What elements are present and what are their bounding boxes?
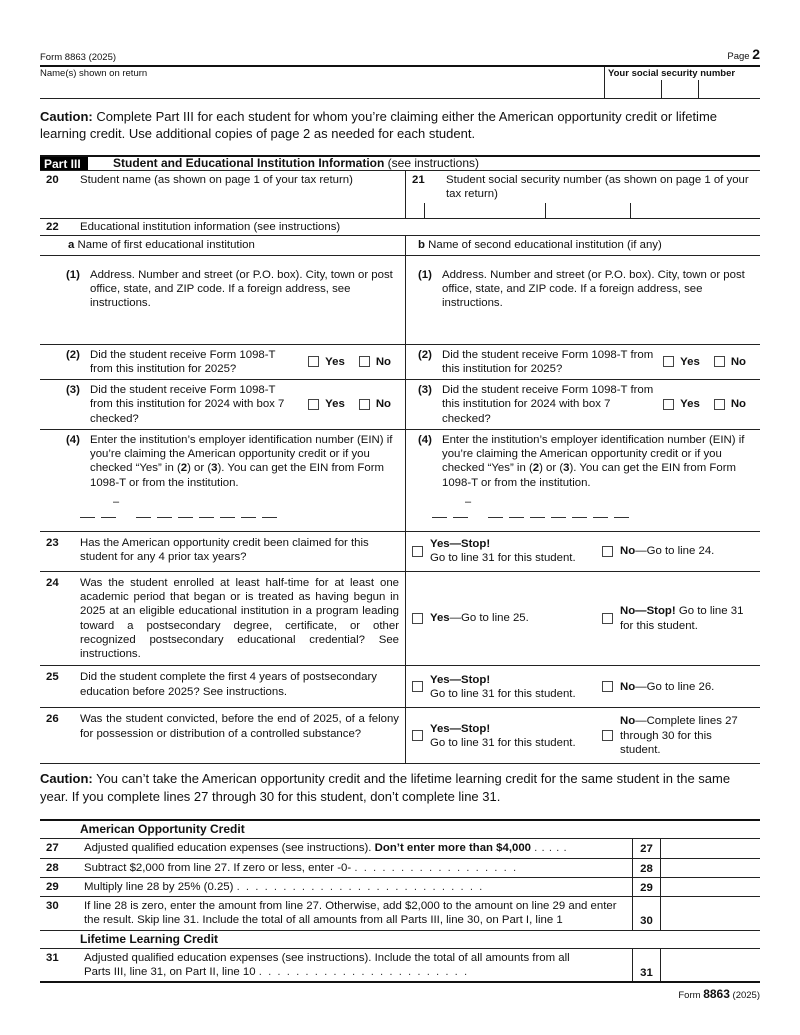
line-26-text: Was the student convicted, before the end of 2025, of a felony for possession or distribution of a controlled substance? (80, 713, 399, 740)
name-label: Name(s) shown on return (40, 67, 148, 79)
name-field[interactable] (40, 67, 604, 98)
footer-form-word: Form (678, 990, 701, 1002)
caution-2-label: Caution: (40, 771, 93, 787)
line-23-num: 23 (46, 536, 59, 549)
q1-text: Address. Number and street (or P.O. box). City, town or post office, state, and ZIP code. If a foreign address, see instructions. (90, 268, 393, 310)
line-27-text: Adjusted qualified education expenses (see instructions). Don’t enter more than $4,000 . . . . . (84, 842, 568, 855)
line-29-text: Multiply line 28 by 25% (0.25) . . . . . . . . . . . . . . . . . . . . . . . . . . . (84, 880, 484, 893)
line-24-no-label: No—Stop! Go to line 31 for this student. (620, 605, 744, 632)
line-23-yes-checkbox[interactable] (412, 546, 423, 557)
q3-num-b: (3) (418, 384, 432, 397)
q1-num: (1) (66, 268, 80, 281)
line-23-text: Has the American opportunity credit been claimed for this student for any 4 prior tax years? (80, 536, 369, 564)
line-29-num: 29 (46, 880, 59, 893)
line-25-no-label: No—Go to line 26. (620, 680, 715, 693)
line-29-input[interactable] (660, 878, 760, 896)
ein-first-input[interactable] (80, 496, 277, 518)
line-25-text: Did the student complete the first 4 years of postsecondary education before 2025? See instructions. (80, 671, 377, 698)
no-label: No (375, 355, 391, 368)
ein-dash: – (113, 495, 120, 508)
address-second-field[interactable] (406, 256, 760, 344)
line-23-no-checkbox[interactable] (602, 546, 613, 557)
part-title-text: Student and Educational Institution Information (113, 155, 385, 170)
line-24-text: Was the student enrolled at least half-time for at least one academic period that began or is treated as having begun in 2025 at an eligible educational institution in a program leading toward a postsecondary degree, certificate, or other recognized postsecondary educational credential? See instructions. (80, 576, 399, 661)
yes-label: Yes (325, 398, 345, 411)
yes-label: Yes (680, 355, 700, 368)
line-26-no-checkbox[interactable] (602, 730, 613, 741)
line-30-text: If line 28 is zero, enter the amount from line 27. Otherwise, add $2,000 to the amount on line 29 and enter the result. Skip line 31. Include the total of all amounts from all Parts III, line 30, on Part I, line 1 (84, 900, 617, 927)
line-29-box: 29 (632, 878, 660, 896)
line-27-num: 27 (46, 842, 59, 855)
first-institution-label: Name of first educational institution (74, 239, 255, 252)
ssn-field[interactable] (605, 80, 760, 97)
line-30-input[interactable] (660, 897, 760, 930)
part-tag: Part III (40, 157, 88, 170)
line-26-yes-label: Yes—Stop! Go to line 31 for this student. (430, 722, 576, 749)
line-25-num: 25 (46, 671, 59, 684)
line-27-box: 27 (632, 839, 660, 857)
line-20-num: 20 (46, 173, 59, 186)
second-institution-name[interactable] (406, 236, 760, 254)
line-31-num: 31 (46, 951, 59, 964)
yes-label: Yes (325, 355, 345, 368)
address-first-field[interactable] (40, 256, 406, 344)
line-22-label: Educational institution information (see instructions) (80, 221, 341, 234)
llc-heading: Lifetime Learning Credit (40, 931, 760, 949)
q3-num: (3) (66, 384, 80, 397)
letter-a: a (68, 239, 75, 252)
line-23-no-label: No—Go to line 24. (620, 545, 715, 558)
footer-form-num: 8863 (703, 987, 730, 1002)
q4-text: Enter the institution’s employer identification number (EIN) if you’re claiming the American opportunity credit or if you checked “Yes” in (2) or (3). You can get the EIN from Form 1098-T or from the institution. (90, 433, 393, 489)
no-label: No (730, 398, 746, 411)
page-number (727, 46, 760, 64)
q1-num-b: (1) (418, 268, 432, 281)
q3-first-yes-checkbox[interactable] (308, 399, 319, 410)
caution-text: Complete Part III for each student for whom you’re claiming either the American opportunity credit or lifetime learning credit. Use additional copies of page 2 as needed for each student. (40, 108, 718, 142)
line-25-yes-label: Yes—Stop! Go to line 31 for this student. (430, 673, 576, 700)
q2-num-b: (2) (418, 348, 432, 361)
line-31-input[interactable] (660, 949, 760, 982)
first-institution-name[interactable] (40, 236, 406, 254)
aoc-heading: American Opportunity Credit (40, 821, 760, 839)
q4-num-b: (4) (418, 433, 432, 446)
caution-2 (40, 770, 760, 805)
line-28-input[interactable] (660, 859, 760, 877)
student-name-input[interactable] (40, 171, 406, 219)
ssn-label: Your social security number (608, 67, 736, 79)
line-26-num: 26 (46, 713, 59, 726)
line-26-no-label: No—Complete lines 27 through 30 for this student. (620, 715, 738, 756)
student-ssn-input[interactable] (424, 203, 760, 218)
part-title (113, 156, 479, 171)
line-28-text: Subtract $2,000 from line 27. If zero or less, enter -0- . . . . . . . . . . . . . . . . . . (84, 861, 518, 874)
letter-b: b (418, 239, 425, 252)
q2-first-no-checkbox[interactable] (359, 356, 370, 367)
line-30-box: 30 (632, 897, 660, 930)
line-25-no-checkbox[interactable] (602, 681, 613, 692)
line-31-box: 31 (632, 949, 660, 982)
q4-text-b: Enter the institution’s employer identification number (EIN) if you’re claiming the American opportunity credit or if you checked “Yes” in (2) or (3). You can get the EIN from Form 1098-T or from the institution. (442, 433, 745, 489)
line-30-num: 30 (46, 900, 59, 913)
line-28-box: 28 (632, 859, 660, 877)
q2-num: (2) (66, 348, 80, 361)
footer-year: (2025) (729, 990, 760, 1002)
second-institution-label: Name of second educational institution (if any) (424, 239, 662, 252)
page-word: Page (727, 51, 750, 62)
student-ssn-label: Student social security number (as shown on page 1 of your tax return) (446, 173, 749, 200)
q3-text: Did the student receive Form 1098-T from this institution for 2024 with box 7 checked? (90, 384, 285, 425)
page-num: 2 (752, 46, 760, 62)
q3-first-no-checkbox[interactable] (359, 399, 370, 410)
caution-label: Caution: (40, 108, 93, 124)
page-header (40, 46, 760, 67)
q2-second-yes-checkbox[interactable] (663, 356, 674, 367)
form-page (40, 0, 760, 1002)
q2-text: Did the student receive Form 1098-T from this institution for 2025? (90, 348, 276, 375)
q3-second-yes-checkbox[interactable] (663, 399, 674, 410)
yes-label: Yes (680, 398, 700, 411)
part-note: (see instructions) (384, 155, 480, 170)
q1-text-b: Address. Number and street (or P.O. box). City, town or post office, state, and ZIP code. If a foreign address, see instructions. (442, 268, 745, 310)
ein-dash-b: – (465, 495, 472, 508)
q4-num: (4) (66, 433, 80, 446)
q3-second-no-checkbox[interactable] (714, 399, 725, 410)
no-label: No (730, 355, 746, 368)
line-26-yes-checkbox[interactable] (412, 730, 423, 741)
ein-second-input[interactable] (432, 496, 629, 518)
line-22-num: 22 (46, 221, 59, 234)
footer-form-id (40, 987, 760, 1002)
line-25-yes-checkbox[interactable] (412, 681, 423, 692)
form-id: Form 8863 (2025) (40, 51, 117, 63)
line-24-yes-label: Yes—Go to line 25. (430, 612, 529, 625)
line-21-num: 21 (412, 173, 425, 186)
q2-first-yes-checkbox[interactable] (308, 356, 319, 367)
line-28-num: 28 (46, 861, 59, 874)
line-31-text: Adjusted qualified education expenses (see instructions). Include the total of all amounts from all Parts III, line 31, on Part II, line 10 . . . . . . . . . . . . . . . . . . . . . . . (84, 951, 570, 978)
caution-2-text: You can’t take the American opportunity credit and the lifetime learning credit for the same student in the same year. If you complete lines 27 through 30 for this student, don’t complete line 31. (40, 771, 731, 804)
q2-second-no-checkbox[interactable] (714, 356, 725, 367)
line-27-input[interactable] (660, 839, 760, 857)
line-23-yes-label: Yes—Stop! Go to line 31 for this student. (430, 538, 576, 565)
line-24-num: 24 (46, 576, 59, 589)
q2-text-b: Did the student receive Form 1098-T from this institution for 2025? (442, 348, 654, 375)
caution-1 (40, 108, 760, 143)
line-24-no-checkbox[interactable] (602, 613, 613, 624)
student-name-label: Student name (as shown on page 1 of your tax return) (80, 173, 353, 186)
line-24-yes-checkbox[interactable] (412, 613, 423, 624)
no-label: No (375, 398, 391, 411)
q3-text-b: Did the student receive Form 1098-T from this institution for 2024 with box 7 checked? (442, 384, 654, 425)
